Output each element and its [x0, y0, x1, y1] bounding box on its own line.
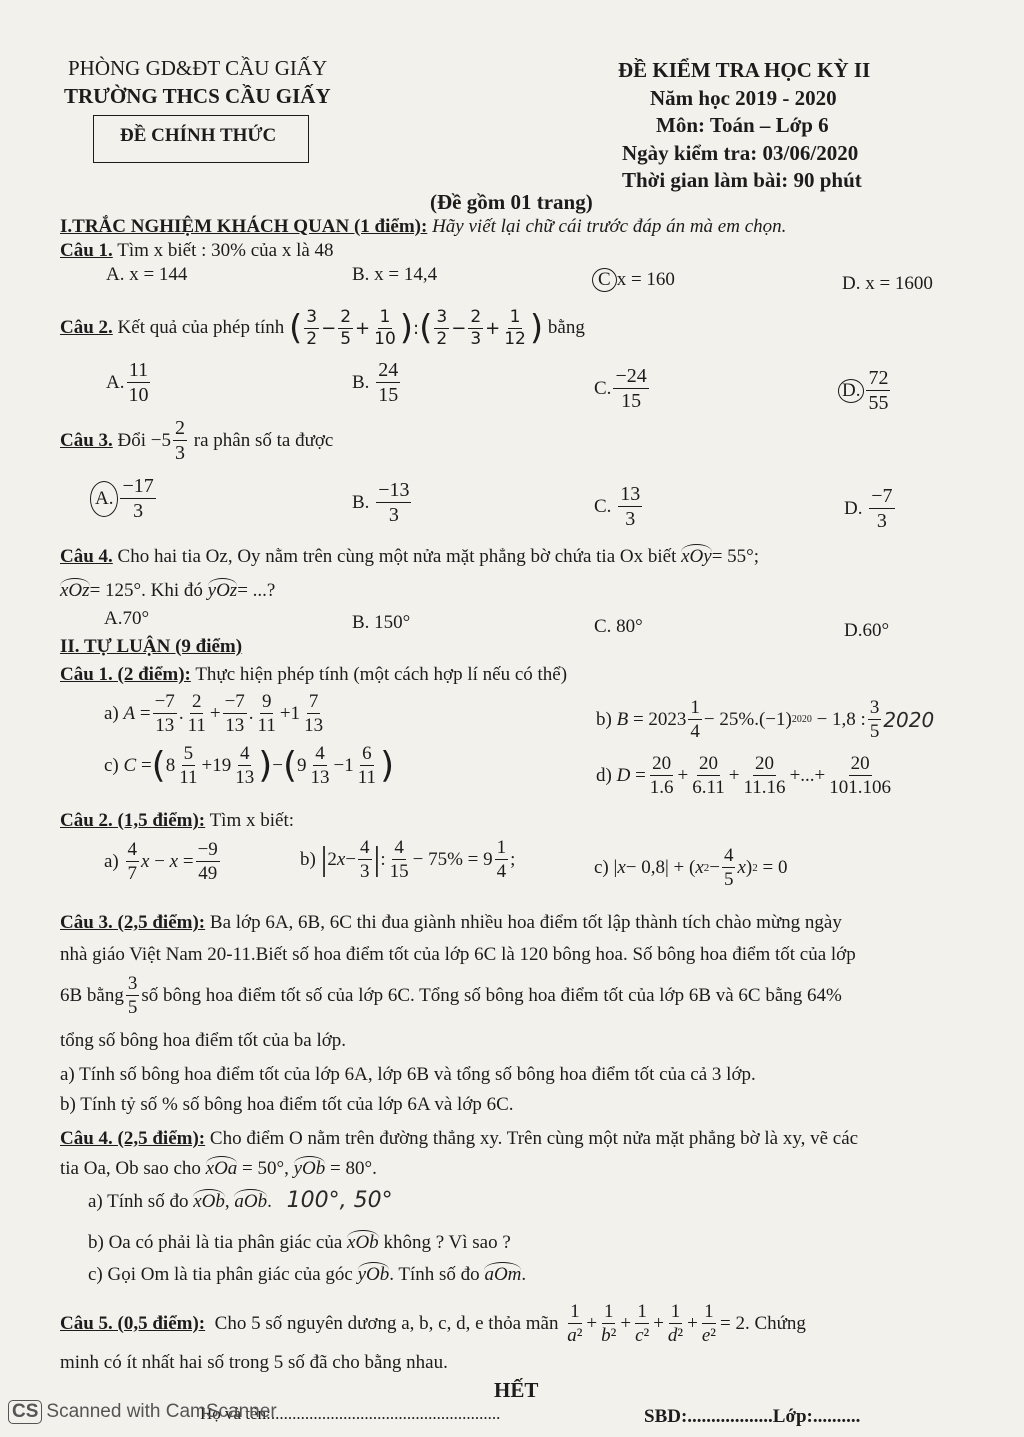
p1-q3-option-a: A. $\frac{-17}{3}$ [90, 476, 158, 521]
p2-q4: Câu 4. (2,5 điểm): Cho điểm O nằm trên đường thẳng xy. Trên cùng một nửa mặt phẳng bờ là xy, vẽ các [60, 1128, 859, 1149]
p2-q1-part-b: b) B = 2023 $\frac{1}{4}$ − 25%.(−1) 2020 − 1,8 : $\frac{3}{5}$ 2020 [596, 697, 935, 742]
p1-q2-option-d: D. $\frac{72}{55}$ [838, 368, 892, 413]
part2-heading: II. TỰ LUẬN (9 điểm) [60, 636, 243, 657]
p2-q2-label: Câu 2. (1,5 điểm): [60, 810, 206, 831]
p1-q4-option-c: C. 80° [594, 616, 643, 637]
p1-q2-option-b: B. $\frac{24}{15}$ [352, 359, 399, 406]
p2-q3-line4: tổng số bông hoa điểm tốt của ba lớp. [60, 1030, 347, 1051]
camscanner-logo: CS [8, 1400, 42, 1424]
subject: Môn: Toán – Lớp 6 [656, 113, 829, 137]
p1-q3: Câu 3. Đổi −5 $\frac{2}{3}$ ra phân số ta được [60, 417, 334, 464]
p1-q1-label: Câu 1. [60, 240, 113, 261]
p1-q4-option-a: A.70° [104, 608, 150, 629]
part1-heading-line [60, 216, 786, 238]
angle-xoz: xOz [60, 580, 90, 601]
p1-q1-option-d: D. x = 1600 [842, 273, 933, 294]
handwritten-answer: 100°, 50° [286, 1188, 393, 1213]
p2-q3: Câu 3. (2,5 điểm): Ba lớp 6A, 6B, 6C thi đua giành nhiều hoa điểm tốt lập thành tích chào mừng ngày [60, 912, 842, 933]
p2-q2-part-b: b) | 2 x − $\frac{4}{3}$ | : $\frac{4}{15}$ − 75% = 9 $\frac{1}{4}$ ; [300, 837, 516, 882]
page-count: (Đề gồm 01 trang) [430, 190, 593, 214]
p1-q1-text: Tìm x biết : 30% của x là 48 [117, 240, 334, 261]
p1-q3-option-b: B. $\frac{-13}{3}$ [352, 479, 410, 526]
p2-q3-line3: 6B bằng $\frac{3}{5}$ số bông hoa điểm tốt số của lớp 6C. Tổng số bông hoa điểm tốt của lớp 6B và 6C bằng 64% [60, 973, 842, 1018]
answer-circle-mark: A. [90, 481, 118, 517]
p1-q1-option-b: B. x = 14,4 [352, 264, 438, 285]
angle-yoz: yOz [207, 580, 238, 601]
p2-q3-part-a: a) Tính số bông hoa điểm tốt của lớp 6A, lớp 6B và tổng số bông hoa điểm tốt của cả 3 lớp. [60, 1064, 756, 1085]
p1-q3-option-d: D. $\frac{-7}{3}$ [844, 485, 893, 532]
p1-q1 [60, 240, 334, 262]
p1-q2 [60, 296, 585, 360]
p1-q4-option-b: B. 150° [352, 612, 411, 633]
handwritten-note: 2020 [883, 707, 935, 732]
p1-q2-expression: ( $\frac{3}{2}$ − $\frac{2}{5}$ + $\frac{1}{10}$ ) : ( $\frac{3}{2}$ − $\frac{2}{3}$ + $\frac{1}{12}$ ) [289, 306, 544, 349]
p1-q4: Câu 4. Cho hai tia Oz, Oy nằm trên cùng một nửa mặt phẳng bờ chứa tia Ox biết xOy= 55°; [60, 546, 760, 567]
p2-q1-part-d: d) D = $\frac{20}{1.6}$ + $\frac{20}{6.11}$ + $\frac{20}{11.16}$ +...+ $\frac{20}{101.106}$ [596, 753, 891, 798]
p2-q2-part-c: c) | x − 0,8| + ( x 2 − $\frac{4}{5}$ x ) 2 = 0 [594, 845, 788, 890]
exam-duration: Thời gian làm bài: 90 phút [622, 168, 862, 192]
p2-q2-part-a: a) $\frac{4}{7}$ x − x = $\frac{-9}{49}$ [104, 839, 218, 884]
p2-q4-label: Câu 4. (2,5 điểm): [60, 1128, 206, 1149]
p2-q3-line2: nhà giáo Việt Nam 20-11.Biết số hoa điểm tốt của lớp 6C là 120 bông hoa. Số bông hoa điểm tốt của lớp [60, 944, 856, 965]
p2-q2: Câu 2. (1,5 điểm): Tìm x biết: [60, 810, 294, 831]
p2-q3-label: Câu 3. (2,5 điểm): [60, 912, 206, 933]
p2-q3-part-b: b) Tính tỷ số % số bông hoa điểm tốt của lớp 6A và lớp 6C. [60, 1094, 514, 1115]
official-label: ĐỀ CHÍNH THỨC [120, 125, 277, 146]
p1-q4-line2: xOz= 125°. Khi đó yOz= ...? [60, 580, 276, 601]
answer-circle-mark: D. [838, 379, 864, 403]
p1-q2-text: Kết quả của phép tính [117, 317, 285, 338]
dept-name: PHÒNG GD&ĐT CẦU GIẤY [68, 56, 328, 80]
p2-q1-part-c: c) C = ( 8 $\frac{5}{11}$ +19 $\frac{4}{13}$ ) − ( 9 $\frac{4}{13}$ −1 $\frac{6}{11}$ ) [104, 743, 395, 788]
exam-date: Ngày kiểm tra: 03/06/2020 [622, 141, 859, 165]
name-field: Họ và tên:...................................................... [200, 1404, 501, 1423]
p1-q1-option-a: A. x = 144 [106, 264, 188, 285]
exam-title: ĐỀ KIỂM TRA HỌC KỲ II [618, 58, 871, 82]
p2-q5-line2: minh có ít nhất hai số trong 5 số đã cho bằng nhau. [60, 1352, 448, 1373]
p2-q4-part-c: c) Gọi Om là tia phân giác của góc yOb. Tính số đo aOm. [88, 1264, 527, 1285]
p1-q2-label: Câu 2. [60, 317, 113, 338]
p1-q2-option-c: C. $\frac{-24}{15}$ [594, 365, 647, 412]
p2-q4-part-a: a) Tính số đo xOb, aOb. 100°, 50° [88, 1188, 393, 1213]
school-year: Năm học 2019 - 2020 [650, 86, 837, 110]
school-name: TRƯỜNG THCS CẦU GIẤY [64, 84, 331, 108]
answer-circle-mark: C [592, 268, 617, 292]
p2-q1-part-a: a) A = $\frac{-7}{13}$ . $\frac{2}{11}$ + $\frac{-7}{13}$ . $\frac{9}{11}$ +1 $\frac{7}{13}$ [104, 691, 324, 736]
p1-q1-option-c: C x = 160 [592, 268, 675, 292]
p1-q3-option-c: C. $\frac{13}{3}$ [594, 483, 641, 530]
end-mark: HẾT [494, 1378, 539, 1402]
p1-q3-label: Câu 3. [60, 429, 113, 451]
part1-heading: I.TRẮC NGHIỆM KHÁCH QUAN (1 điểm): [60, 216, 428, 237]
camscanner-watermark: CS Scanned with CamScanner [8, 1400, 277, 1424]
p1-q4-option-d: D.60° [844, 620, 890, 641]
p1-q4-label: Câu 4. [60, 546, 113, 567]
angle-xoy: xOy [681, 546, 712, 567]
sbd-field: SBD:..................Lớp:.......... [644, 1406, 861, 1427]
p2-q4-line2: tia Oa, Ob sao cho xOa = 50°, yOb = 80°. [60, 1158, 377, 1179]
p2-q1: Câu 1. (2 điểm): Thực hiện phép tính (một cách hợp lí nếu có thể) [60, 664, 568, 685]
p2-q1-label: Câu 1. (2 điểm): [60, 664, 191, 685]
p2-q4-part-b: b) Oa có phải là tia phân giác của xOb không ? Vì sao ? [88, 1232, 511, 1253]
p2-q5: Câu 5. (0,5 điểm): Cho 5 số nguyên dương a, b, c, d, e thỏa mãn $\frac{1}{\text{a²}}$ + $\frac{1}{\text{b²}}$ + $\frac{1}{\text{c²}}$ + $\frac{1}{\text{d²}}$ + $\frac{1}{\text{e²}}$ = 2. Chứng [60, 1301, 806, 1346]
p2-q5-label: Câu 5. (0,5 điểm): [60, 1312, 206, 1334]
p1-q2-option-a: A. $\frac{11}{10}$ [106, 359, 149, 406]
p1-q2-end: bằng [547, 317, 585, 338]
part1-instruction: Hãy viết lại chữ cái trước đáp án mà em chọn. [432, 216, 787, 237]
